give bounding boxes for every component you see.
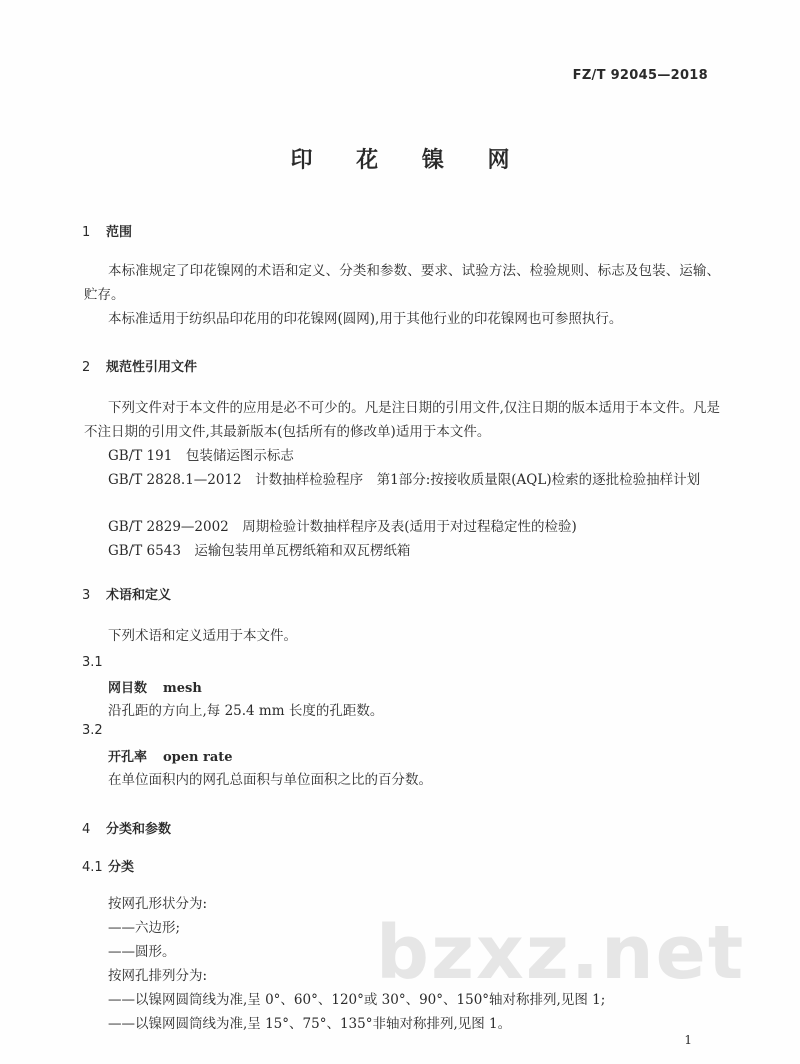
section-title: 术语和定义 — [106, 588, 172, 603]
term-en: open rate — [163, 750, 233, 765]
term-heading — [108, 677, 202, 696]
subsection-number: 4.1 — [82, 860, 103, 875]
watermark: bzxz.net — [376, 910, 746, 996]
reference-item: GB/T 6543 运输包装用单瓦楞纸箱和双瓦楞纸箱 — [108, 543, 411, 559]
page-number: 1 — [684, 1033, 692, 1047]
subsection-4-1-heading — [82, 856, 134, 875]
classification-line: ——以镍网圆筒线为准,呈 0°、60°、120°或 30°、90°、150°轴对称排列,见图 1; — [108, 992, 606, 1008]
term-heading — [108, 746, 233, 765]
section-4-heading — [82, 818, 171, 837]
section-number: 2 — [82, 360, 91, 375]
term-definition: 沿孔距的方向上,每 25.4 mm 长度的孔距数。 — [108, 703, 384, 719]
document-title: 印 花 镍 网 — [290, 147, 528, 173]
term-zh: 开孔率 — [108, 750, 148, 765]
section-1-heading — [82, 221, 132, 240]
reference-item: GB/T 2829—2002 周期检验计数抽样程序及表(适用于对过程稳定性的检验) — [108, 519, 577, 535]
section-title: 范围 — [106, 225, 133, 240]
classification-line: ——圆形。 — [108, 944, 176, 960]
classification-line: 按网孔形状分为: — [108, 896, 208, 912]
term-number: 3.1 — [82, 655, 103, 670]
classification-line: 按网孔排列分为: — [108, 968, 208, 984]
reference-item: GB/T 191 包装储运图示标志 — [108, 448, 294, 464]
classification-line: ——六边形; — [108, 920, 181, 936]
section-title: 规范性引用文件 — [106, 360, 198, 375]
section-number: 3 — [82, 588, 91, 603]
scope-paragraph-2: 本标准适用于纺织品印花用的印花镍网(圆网),用于其他行业的印花镍网也可参照执行。 — [108, 311, 623, 327]
term-en: mesh — [163, 681, 202, 696]
subsection-title: 分类 — [108, 860, 135, 875]
section-title: 分类和参数 — [106, 822, 172, 837]
references-intro: 下列文件对于本文件的应用是必不可少的。凡是注日期的引用文件,仅注日期的版本适用于本文件。凡是不注日期的引用文件,其最新版本(包括所有的修改单)适用于本文件。 — [84, 400, 720, 440]
term-number: 3.2 — [82, 723, 103, 738]
term-definition: 在单位面积内的网孔总面积与单位面积之比的百分数。 — [108, 772, 432, 788]
scope-paragraph-1: 本标准规定了印花镍网的术语和定义、分类和参数、要求、试验方法、检验规则、标志及包装、运输、贮存。 — [84, 263, 720, 303]
section-2-heading — [82, 356, 197, 375]
classification-line: ——以镍网圆筒线为准,呈 15°、75°、135°非轴对称排列,见图 1。 — [108, 1016, 512, 1032]
section-3-heading — [82, 584, 171, 603]
terms-intro: 下列术语和定义适用于本文件。 — [108, 628, 297, 644]
term-zh: 网目数 — [108, 681, 148, 696]
standard-code: FZ/T 92045—2018 — [572, 68, 708, 83]
reference-item: GB/T 2828.1—2012 计数抽样检验程序 第1部分:按接收质量限(AQL)检索的逐批检验抽样计划 — [108, 472, 701, 488]
section-number: 4 — [82, 822, 91, 837]
section-number: 1 — [82, 225, 91, 240]
